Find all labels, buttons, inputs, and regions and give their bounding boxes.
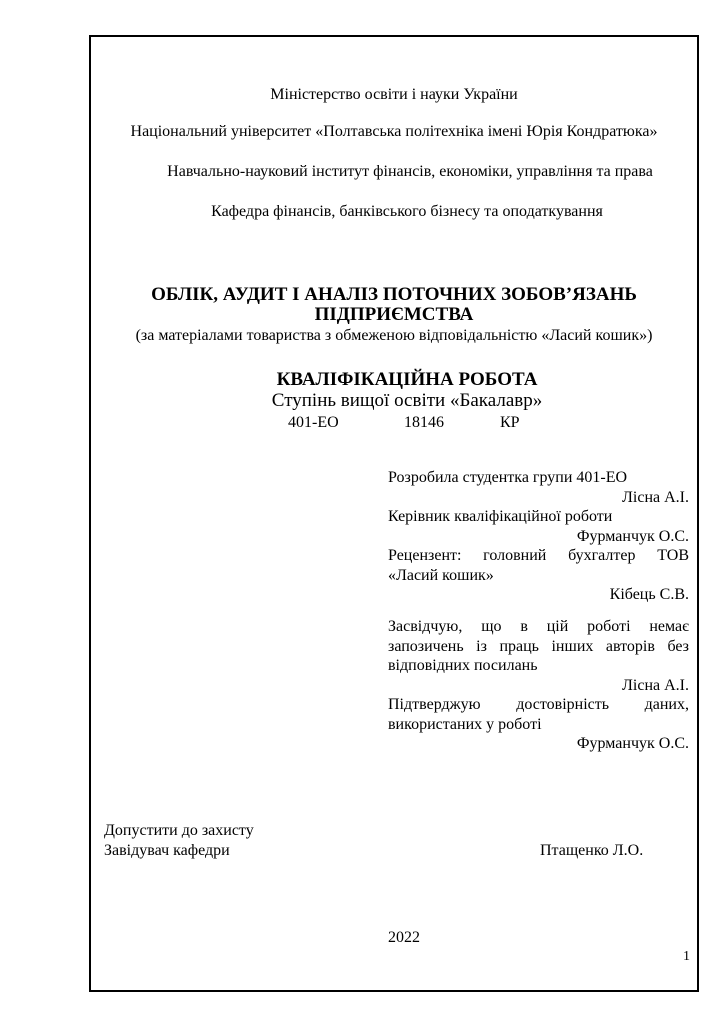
thesis-title-line1: ОБЛІК, АУДИТ І АНАЛІЗ ПОТОЧНИХ ЗОБОВ’ЯЗАНЬ [151, 284, 637, 305]
degree: Ступінь вищої освіти «Бакалавр» [271, 390, 543, 411]
reviewer-line2: «Ласий кошик» [388, 566, 494, 584]
certify-line2: запозичень із праць інших авторів без [388, 637, 689, 655]
university: Національний університет «Полтавська політехніка імені Юрія Кондратюка» [130, 123, 658, 140]
reviewer-line1: Рецензент: головний бухгалтер ТОВ [388, 547, 689, 564]
work-type: КВАЛІФІКАЦІЙНА РОБОТА [276, 369, 538, 390]
head-of-department-name: Птащенко Л.О. [540, 842, 644, 859]
certify-line1: Засвідчую, що в цій роботі немає [388, 618, 689, 635]
certify-name: Лісна А.І. [622, 676, 689, 694]
page-number: 1 [683, 949, 690, 964]
thesis-subtitle: (за матеріалами товариства з обмеженою відповідальністю «Ласий кошик») [135, 327, 653, 344]
developed-by: Розробила студентка групи 401-ЕО [388, 469, 628, 486]
confirm-line1: Підтверджую достовірність даних, [388, 696, 689, 713]
thesis-title-line2: ПІДПРИЄМСТВА [314, 304, 474, 325]
supervisor-label: Керівник кваліфікаційної роботи [388, 508, 613, 525]
work-code: 18146 [404, 414, 444, 431]
reviewer-name: Кібець С.В. [609, 586, 689, 603]
year: 2022 [388, 929, 420, 946]
confirm-name: Фурманчук О.С. [576, 735, 689, 752]
admit-to-defense: Допустити до захисту [104, 822, 254, 839]
certify-line3: відповідних посилань [388, 657, 538, 674]
head-of-department-label: Завідувач кафедри [104, 842, 230, 859]
confirm-line2: використаних у роботі [388, 715, 542, 733]
department: Кафедра фінансів, банківського бізнесу та оподаткування [211, 203, 603, 220]
certification-block [388, 617, 689, 754]
work-kind: КР [500, 414, 520, 431]
group-code: 401-ЕО [288, 414, 339, 431]
student-name: Лісна А.І. [622, 488, 689, 506]
supervisor-name: Фурманчук О.С. [576, 527, 689, 545]
institute: Навчально-науковий інститут фінансів, економіки, управління та права [167, 163, 653, 180]
ministry: Міністерство освіти і науки України [270, 86, 518, 103]
signature-block [388, 468, 689, 605]
